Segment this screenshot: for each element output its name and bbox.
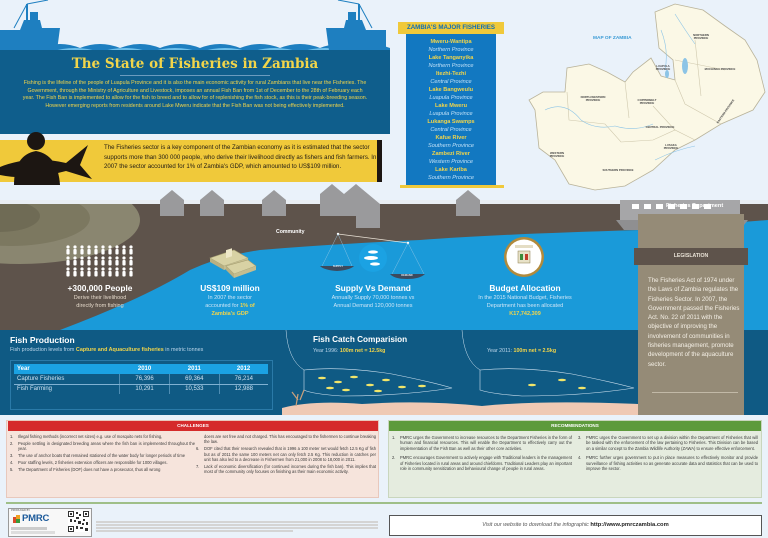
map-label-lusaka: LUSAKA PROVINCE bbox=[663, 143, 679, 151]
fish-catch-1996: Year 1996: 100m net = 12.5kg bbox=[313, 348, 386, 354]
list-item: Lake Kariba Southern Province bbox=[427, 167, 475, 181]
map-label-muchinga: MUCHINGA PROVINCE bbox=[704, 67, 736, 71]
list-item: 1. Illegal fishing methods (incorrect net sizes) e.g. use of mosquito nets for fishing, bbox=[10, 434, 163, 439]
national-budget-seal-icon bbox=[503, 236, 545, 278]
pmrc-logo-icon bbox=[13, 515, 21, 523]
map-label-western: WESTERN PROVINCE bbox=[549, 151, 565, 159]
community-label: Community bbox=[276, 229, 305, 235]
produced-by-label: PRODUCED BY bbox=[11, 509, 31, 512]
pmrc-logo: PMRC bbox=[22, 513, 50, 524]
challenges-list-col1 bbox=[10, 434, 195, 474]
list-item: 4. Poor staffing levels, 2 fisheries extension officers are responsible for 1000 villages. bbox=[10, 460, 168, 466]
fish-production-subtitle: Fish production levels from Capture and Aquaculture fisheries in metric tonnes bbox=[10, 347, 204, 353]
legislation-title: LEGISLATION bbox=[634, 248, 748, 265]
table-row: Capture Fisheries 76,396 69,364 76,214 bbox=[14, 374, 268, 384]
title-divider bbox=[120, 75, 270, 76]
major-fisheries-title: ZAMBIA'S MAJOR FISHERIES bbox=[398, 22, 504, 34]
map-label-luapula: LUAPULA PROVINCE bbox=[655, 64, 671, 72]
list-item: 2. People settling in designated breeding areas where the fish ban is implemented throughout the year. bbox=[10, 440, 195, 452]
table-row: Fish Farming 10,291 10,533 12,988 bbox=[14, 384, 268, 394]
column-header: 2010 bbox=[120, 364, 170, 374]
stat-gdp: US$109 million In 2007 the sector accounted for 1% of Zambia's GDP bbox=[200, 283, 260, 317]
disclaimer-text bbox=[96, 521, 378, 532]
list-item: 4. PMRC further urges government to put in place measures to effectively monitor and provide surveillance of fishing activities so as generate accurate data and statistics that can be used to improve the sector. bbox=[578, 455, 758, 472]
fish-catch-2011: Year 2011: 100m net = 2.5kg bbox=[487, 348, 557, 354]
legislation-text: The Fisheries Act of 1974 under the Laws of Zambia regulates the Fisheries Sector. In 2007, the Government passed the Fisheries Act. No. 22 of 2011 with the objective of improving the involvement of communities in fisheries management, promote development of the aquaculture sector. bbox=[648, 277, 740, 368]
map-label-eastern: EASTERN PROVINCE bbox=[715, 98, 736, 125]
list-item: Kafue River Southern Province bbox=[427, 135, 475, 149]
map-title: MAP OF ZAMBIA bbox=[593, 36, 632, 41]
major-fisheries-list bbox=[406, 34, 496, 185]
map-label-central: CENTRAL PROVINCE bbox=[645, 125, 675, 129]
map-label-north-western: NORTH-WESTERN PROVINCE bbox=[580, 95, 606, 103]
page-title: The State of Fisheries in Zambia bbox=[71, 56, 319, 72]
list-item: 5. The Department of Fisheries (DOF) does not have a prosecutor, thus all wrong bbox=[10, 467, 161, 473]
challenges-title: CHALLENGES bbox=[8, 421, 378, 431]
list-item: 1. PMRC urges the Government to increase resources to the Department Fisheries in the form of human and financial resources. This will enable the Department to effectively carry out the implementation of the Fish Ban as well as their other core activities. bbox=[392, 435, 572, 451]
website-link[interactable]: http://www.pmrczambia.com bbox=[590, 522, 669, 528]
stat-people: +300,000 People Derive their livelihood directly from fishing bbox=[67, 283, 133, 309]
website-banner: Visit our website to download the infographic http://www.pmrczambia.com bbox=[389, 515, 762, 536]
list-item: 2. PMRC encourages Government to actively engage with Traditional leaders in the management of Fisheries located in rural areas and around chiefdoms. Traditional Leaders play an important role in community sensitization and behavioural change of people in rural areas. bbox=[392, 455, 572, 472]
fish-production-title: Fish Production bbox=[10, 335, 75, 345]
people-icon bbox=[65, 245, 133, 278]
list-item: 3. PMRC urges the Government to set up a division within the Department of Fisheries that will be tasked with the enforcement of the law pertaining to Fisheries. This Division can be based on a similar concept to the Zambia Wildlife Authority (ZAWA) to ensure effective enforcement. bbox=[578, 435, 758, 451]
recommendations-list-col2 bbox=[578, 435, 758, 473]
recommendations-list-col1 bbox=[392, 435, 572, 473]
fish-production-table bbox=[14, 364, 268, 394]
map-label-copperbelt: COPPERBELT PROVINCE bbox=[637, 98, 657, 106]
demand-label: DEMAND bbox=[401, 274, 413, 277]
list-item: Zambezi River Western Province bbox=[428, 151, 474, 165]
column-header: 2011 bbox=[169, 364, 219, 374]
list-item: Itezhi-Tezhi Central Province bbox=[430, 71, 472, 85]
map-label-southern: SOUTHERN PROVINCE bbox=[602, 168, 634, 172]
list-item: 7. Lack of economic diversification (for continued incomes during the fish ban). This implies that most of the community only focuses on finishing as their main economic activity. bbox=[196, 464, 376, 475]
stat-supply-demand: Supply Vs Demand Annually Supply 70,000 tonnes vs Annual Demand 120,000 tonnes bbox=[331, 283, 415, 309]
supply-label: SUPPLY bbox=[332, 265, 344, 268]
column-header: Year bbox=[14, 364, 120, 374]
list-item: Lake Bangweulu Luapula Province bbox=[428, 87, 474, 101]
list-item: 6. DOF cited that their research revealed that in 1996 a 100 meter net would fetch 12.5 Kg of fish but as of 2011 the same 100 meters net can only fetch 2.5 Kg. This reduction in catches per unit has also led to a decrease in Fishermen from 21,000 in 2008 to 18,000 in 2011. bbox=[196, 446, 376, 463]
fisherman-silhouette-icon bbox=[0, 115, 100, 185]
fisheries-department-label: Fisheries Department bbox=[666, 203, 724, 209]
list-item: Lukanga Swamps Central Province bbox=[427, 119, 475, 133]
column-header: 2012 bbox=[219, 364, 268, 374]
intro-text: Fishing is the lifeline of the people of Luapula Province and it is also the main economic activity for rural Zambians that live near the Fisheries. The Government, through the Ministry of Agriculture and Livestock, imposes an annual Fish Ban from 1st of December to the 28th of February each year. The Fish Ban is implemented to allow for the fish to breed and to allow for of replenishing the fish stock, as this is their peak-breeding season. However emerging reports from residents around Lake Mweru indicate that the Fish Ban was not being effectively implemented. bbox=[22, 80, 368, 109]
recommendations-title: RECOMMENDATIONS bbox=[389, 421, 761, 431]
map-label-northern: NORTHERN PROVINCE bbox=[693, 33, 709, 41]
fish-catch-title: Fish Catch Comparision bbox=[313, 335, 408, 344]
list-item: 3. The use of anchor boats that remained stationed of the water body for longer periods of time bbox=[10, 453, 186, 459]
list-item: Lake Tanganyika Northern Province bbox=[428, 55, 474, 69]
challenges-list-col2 bbox=[196, 434, 376, 476]
list-item: doers are set free and not charged. This has encouraged to the fishermen to continue breaking the law. bbox=[204, 434, 376, 445]
money-stack-icon bbox=[208, 248, 258, 278]
qr-code-icon[interactable] bbox=[68, 511, 89, 532]
stat-budget: Budget Allocation In the 2015 National Budget, Fisheries Department has been allocated K17,742,309 bbox=[478, 283, 572, 317]
list-item: Mweru-Wantipa Northern Province bbox=[428, 39, 474, 53]
sector-text: The Fisheries sector is a key component of the Zambian economy as it is estimated that the sector supports more than 300 000 people, who derive their livelihood directly as fishers and fish farmers. In 2007 the sector accounted for 1% of Zambia's GDP, which amounted to US$109 million. bbox=[104, 144, 377, 170]
list-item: Lake Mweru Luapula Province bbox=[429, 103, 473, 117]
